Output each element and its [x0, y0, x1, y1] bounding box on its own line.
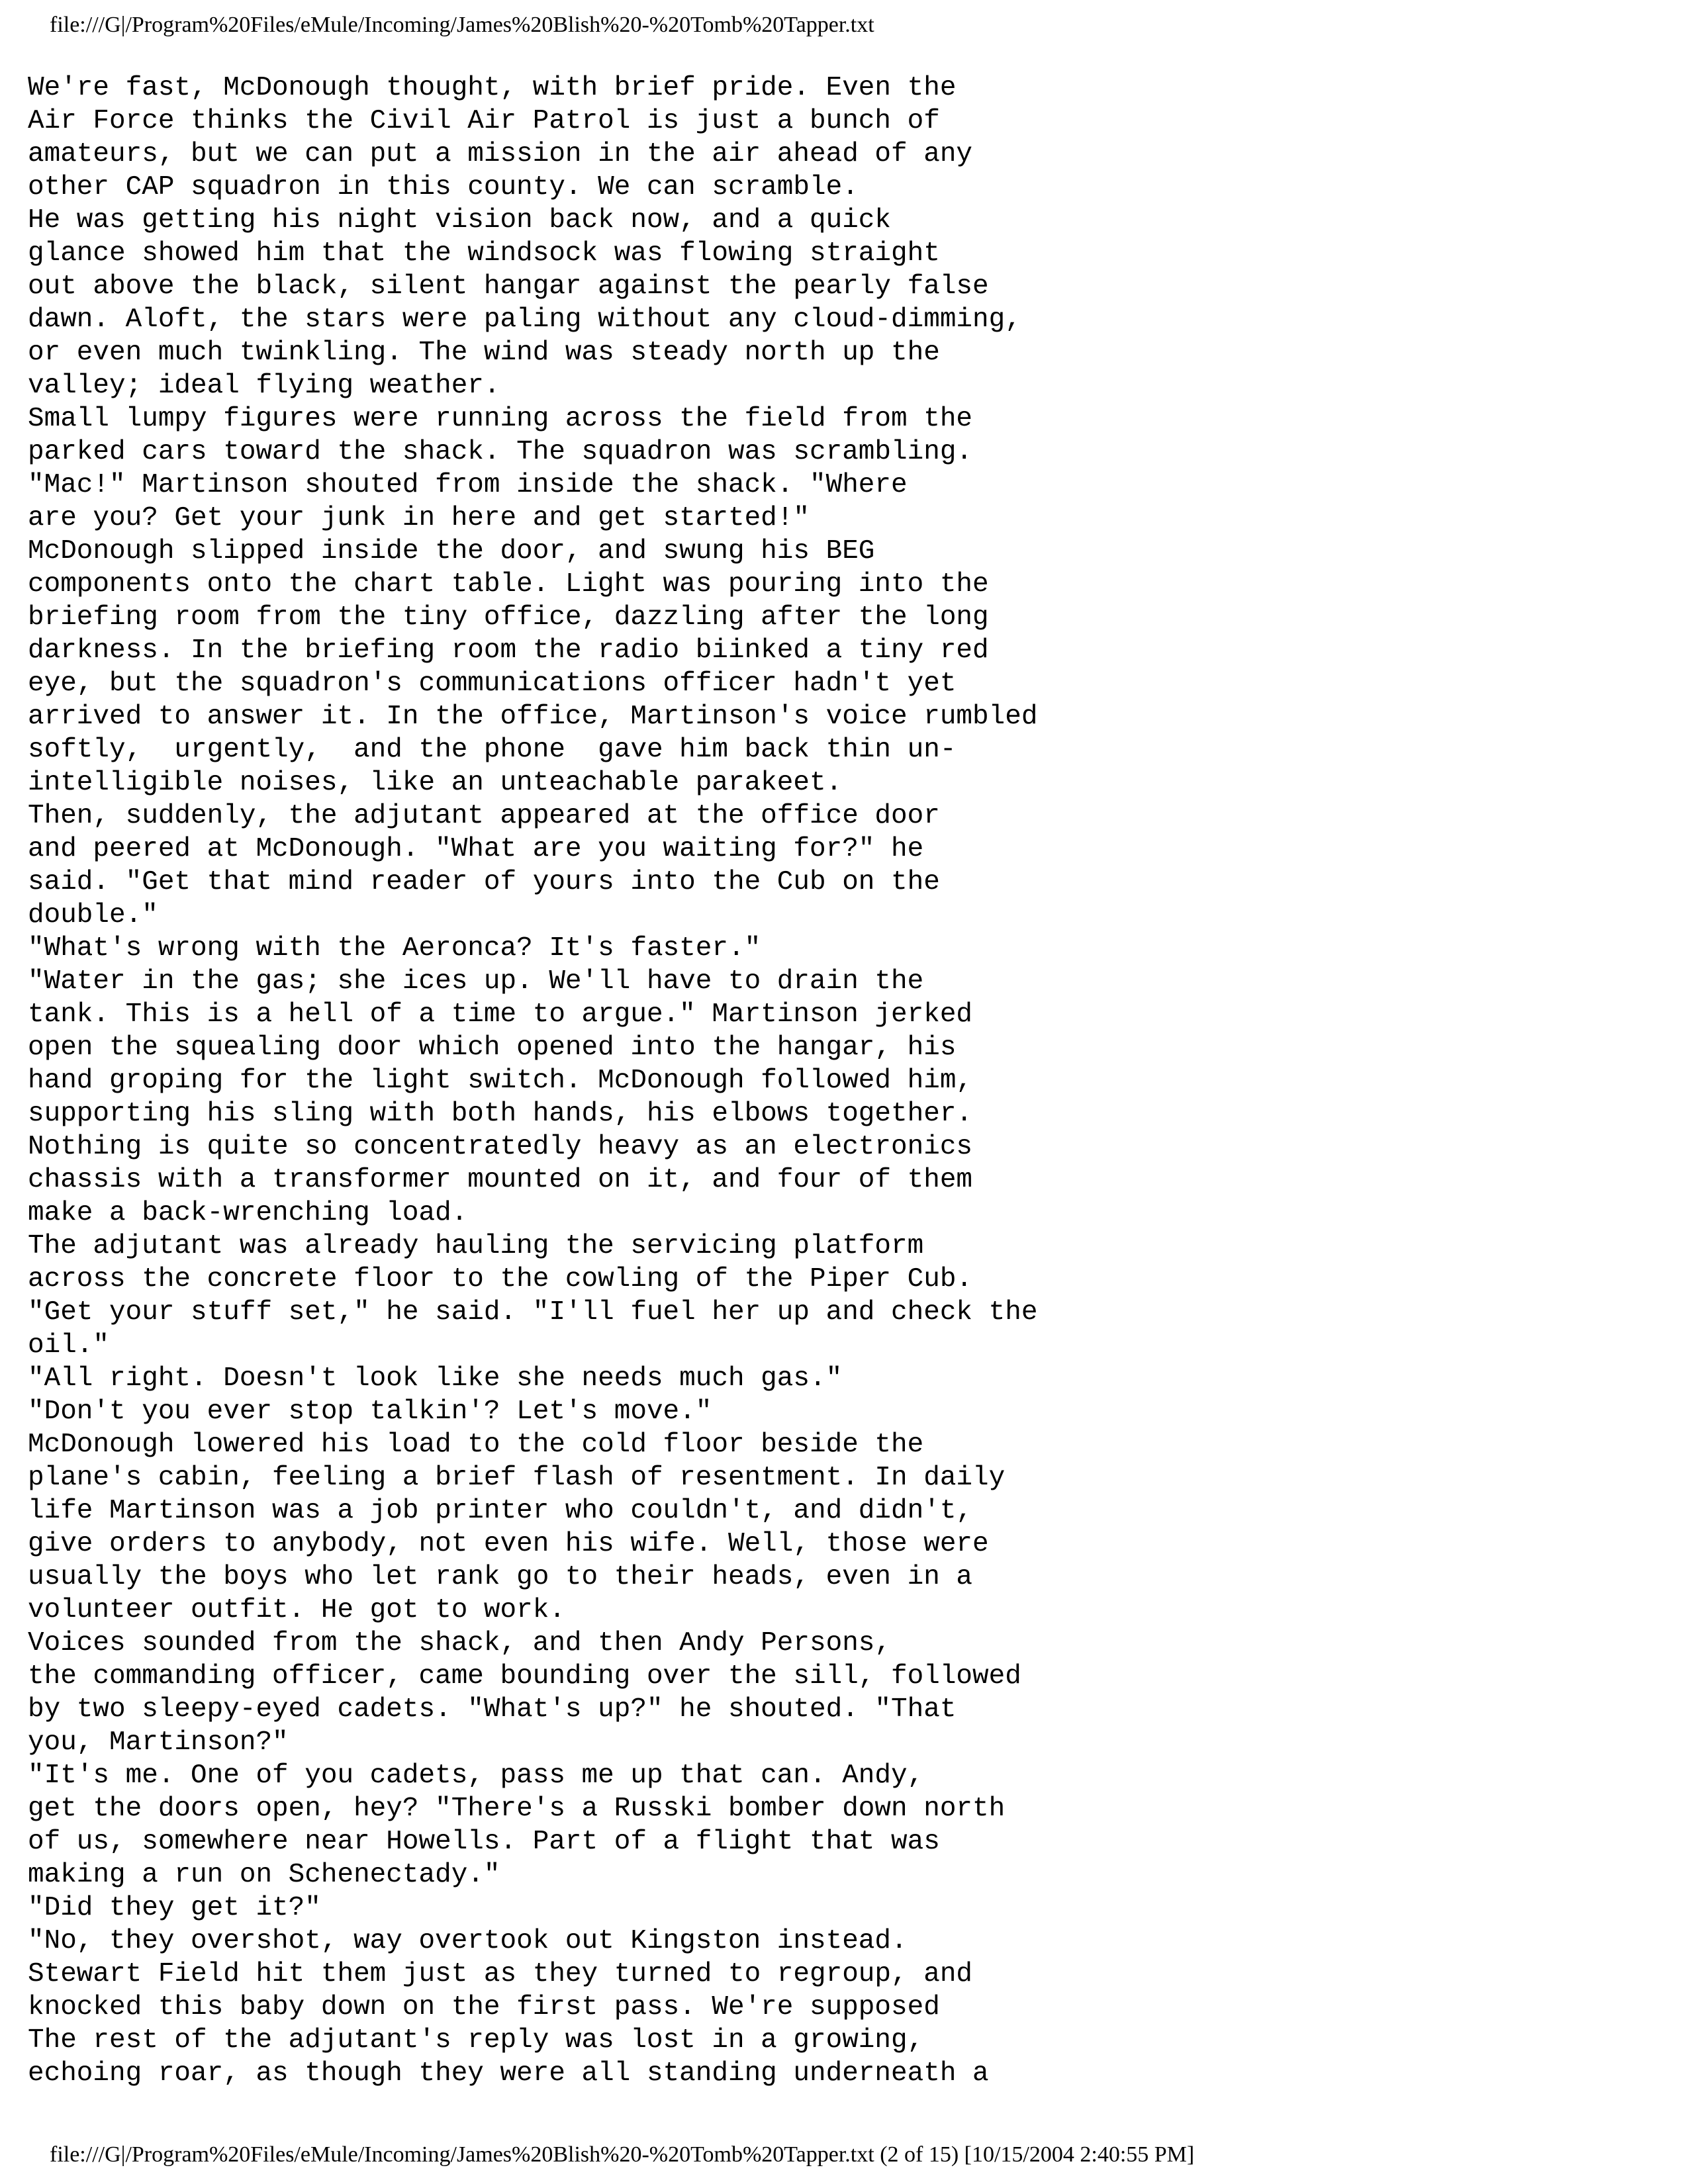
document-body: [28, 71, 1037, 2090]
text-line: you, Martinson?": [28, 1727, 289, 1758]
text-line: He was getting his night vision back now, and a quick: [28, 205, 892, 236]
text-line: supporting his sling with both hands, his elbows together.: [28, 1099, 973, 1129]
text-line: get the doors open, hey? "There's a Russki bomber down north: [28, 1794, 1006, 1824]
text-line: glance showed him that the windsock was flowing straight: [28, 238, 940, 269]
text-line: said. "Get that mind reader of yours into the Cub on the: [28, 867, 940, 897]
text-line: softly, urgently, and the phone gave him back thin un-: [28, 735, 957, 765]
text-line: out above the black, silent hangar against the pearly false: [28, 271, 989, 302]
text-line: McDonough lowered his load to the cold floor beside the: [28, 1430, 924, 1460]
text-line: components onto the chart table. Light was pouring into the: [28, 569, 989, 600]
text-line: life Martinson was a job printer who couldn't, and didn't,: [28, 1496, 973, 1526]
text-line: "All right. Doesn't look like she needs much gas.": [28, 1363, 843, 1394]
text-line: The rest of the adjutant's reply was lost in a growing,: [28, 2025, 924, 2056]
text-line: arrived to answer it. In the office, Martinson's voice rumbled: [28, 702, 1038, 732]
text-line: plane's cabin, feeling a brief flash of resentment. In daily: [28, 1463, 1006, 1493]
text-line: make a back-wrenching load.: [28, 1198, 468, 1228]
text-line: The adjutant was already hauling the servicing platform: [28, 1231, 924, 1261]
text-line: Air Force thinks the Civil Air Patrol is just a bunch of: [28, 106, 940, 136]
text-line: echoing roar, as though they were all standing underneath a: [28, 2058, 989, 2089]
text-line: volunteer outfit. He got to work.: [28, 1595, 565, 1625]
text-line: parked cars toward the shack. The squadron was scrambling.: [28, 437, 973, 467]
text-line: oil.": [28, 1330, 110, 1361]
text-line: tank. This is a hell of a time to argue." Martinson jerked: [28, 999, 973, 1030]
text-line: "What's wrong with the Aeronca? It's faster.": [28, 933, 761, 964]
text-line: McDonough slipped inside the door, and swung his BEG: [28, 536, 875, 567]
page-footer: file:///G|/Program%20Files/eMule/Incoming/James%20Blish%20-%20Tomb%20Tapper.txt (2 of 15) [10/15/2004 2:40:55 PM]: [50, 2142, 1195, 2167]
text-line: and peered at McDonough. "What are you waiting for?" he: [28, 834, 924, 864]
text-line: hand groping for the light switch. McDonough followed him,: [28, 1066, 973, 1096]
text-line: "It's me. One of you cadets, pass me up that can. Andy,: [28, 1760, 924, 1791]
text-line: of us, somewhere near Howells. Part of a flight that was: [28, 1827, 940, 1857]
text-line: "Don't you ever stop talkin'? Let's move.": [28, 1396, 712, 1427]
text-line: "No, they overshot, way overtook out Kingston instead.: [28, 1926, 908, 1956]
text-line: dawn. Aloft, the stars were paling without any cloud-dimming,: [28, 304, 1021, 335]
text-line: give orders to anybody, not even his wife. Well, those were: [28, 1529, 989, 1559]
text-line: We're fast, McDonough thought, with brief pride. Even the: [28, 73, 957, 103]
text-line: briefing room from the tiny office, dazzling after the long: [28, 602, 989, 633]
text-line: "Mac!" Martinson shouted from inside the shack. "Where: [28, 470, 908, 500]
text-line: darkness. In the briefing room the radio biinked a tiny red: [28, 635, 989, 666]
text-line: valley; ideal flying weather.: [28, 371, 500, 401]
text-line: Nothing is quite so concentratedly heavy as an electronics: [28, 1132, 973, 1162]
text-line: chassis with a transformer mounted on it, and four of them: [28, 1165, 973, 1195]
text-line: or even much twinkling. The wind was steady north up the: [28, 338, 940, 368]
text-line: knocked this baby down on the first pass. We're supposed: [28, 1992, 940, 2023]
text-line: by two sleepy-eyed cadets. "What's up?" he shouted. "That: [28, 1694, 957, 1725]
text-line: Stewart Field hit them just as they turned to regroup, and: [28, 1959, 973, 1989]
text-line: the commanding officer, came bounding over the sill, followed: [28, 1661, 1021, 1692]
text-line: double.": [28, 900, 158, 931]
text-line: are you? Get your junk in here and get started!": [28, 503, 810, 533]
text-line: "Did they get it?": [28, 1893, 321, 1923]
text-line: "Get your stuff set," he said. "I'll fuel her up and check the: [28, 1297, 1038, 1328]
text-line: eye, but the squadron's communications officer hadn't yet: [28, 668, 957, 699]
text-line: making a run on Schenectady.": [28, 1860, 500, 1890]
text-line: intelligible noises, like an unteachable parakeet.: [28, 768, 843, 798]
text-line: Small lumpy figures were running across the field from the: [28, 404, 973, 434]
text-line: other CAP squadron in this county. We can scramble.: [28, 172, 859, 203]
page-header-url: file:///G|/Program%20Files/eMule/Incoming/James%20Blish%20-%20Tomb%20Tapper.txt: [50, 13, 874, 37]
text-line: open the squealing door which opened into the hangar, his: [28, 1032, 957, 1063]
text-line: Then, suddenly, the adjutant appeared at the office door: [28, 801, 940, 831]
text-line: usually the boys who let rank go to their heads, even in a: [28, 1562, 973, 1592]
text-line: amateurs, but we can put a mission in the air ahead of any: [28, 139, 973, 169]
text-line: across the concrete floor to the cowling of the Piper Cub.: [28, 1264, 973, 1295]
text-line: "Water in the gas; she ices up. We'll have to drain the: [28, 966, 924, 997]
text-line: Voices sounded from the shack, and then Andy Persons,: [28, 1628, 892, 1659]
